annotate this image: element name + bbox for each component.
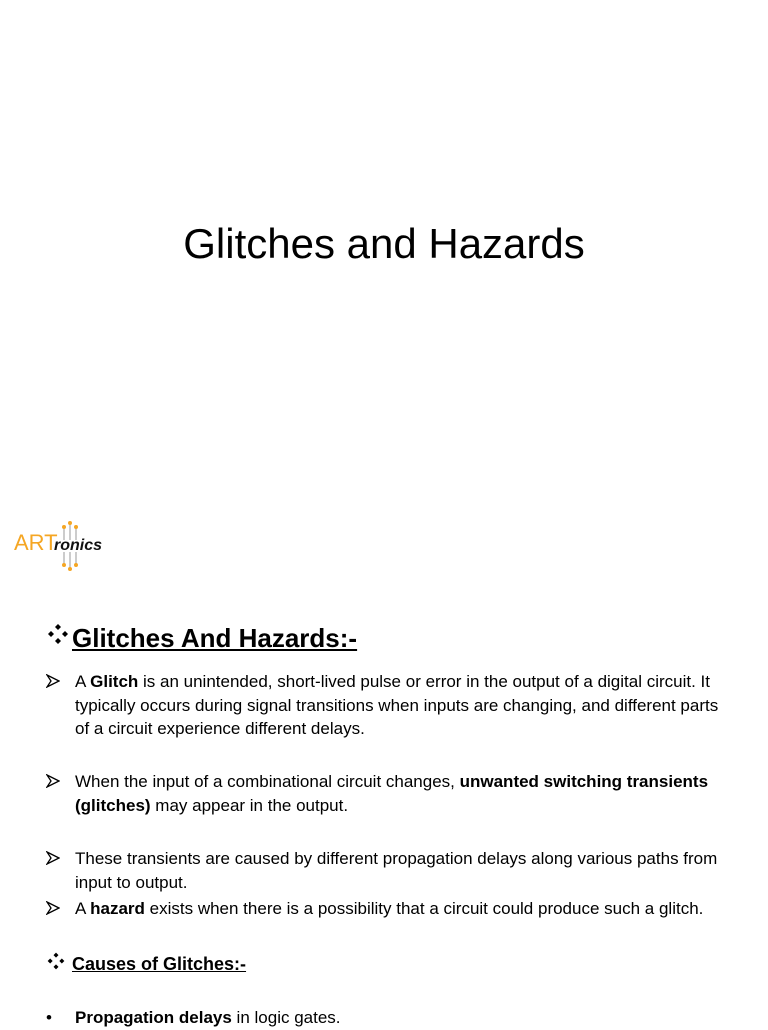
arrow-bullet-icon (46, 670, 75, 741)
section-heading-text: Glitches And Hazards:- (72, 623, 358, 653)
page-title: Glitches and Hazards (183, 220, 585, 267)
logo-brand-left: ART (14, 530, 58, 555)
section-heading-causes (46, 950, 246, 978)
list-item: A Glitch is an unintended, short-lived pulse or error in the output of a digital circuit. It typically occurs during signal transitions when inputs are changing, and different parts of a circuit experience different delays. (46, 670, 736, 741)
list-item: These transients are caused by different propagation delays along various paths from input to output. (46, 847, 736, 894)
dot-bullet-icon: • (46, 1008, 52, 1027)
artronics-logo (12, 518, 108, 572)
list-item: A hazard exists when there is a possibility that a circuit could produce such a glitch. (46, 897, 736, 921)
arrow-bullet-icon (46, 897, 75, 921)
arrow-bullet-icon (46, 847, 75, 894)
logo-brand-right: ronics (54, 537, 103, 554)
arrow-bullet-icon (46, 770, 75, 817)
list-item: • Propagation delays in logic gates. (46, 1006, 736, 1030)
section-heading-text: Causes of Glitches:- (72, 954, 247, 974)
section-heading-glitches (46, 620, 357, 656)
diamond-bullet-icon (46, 622, 70, 646)
list-item: When the input of a combinational circuit changes, unwanted switching transients (glitches) may appear in the output. (46, 770, 736, 817)
diamond-bullet-icon (46, 951, 66, 971)
